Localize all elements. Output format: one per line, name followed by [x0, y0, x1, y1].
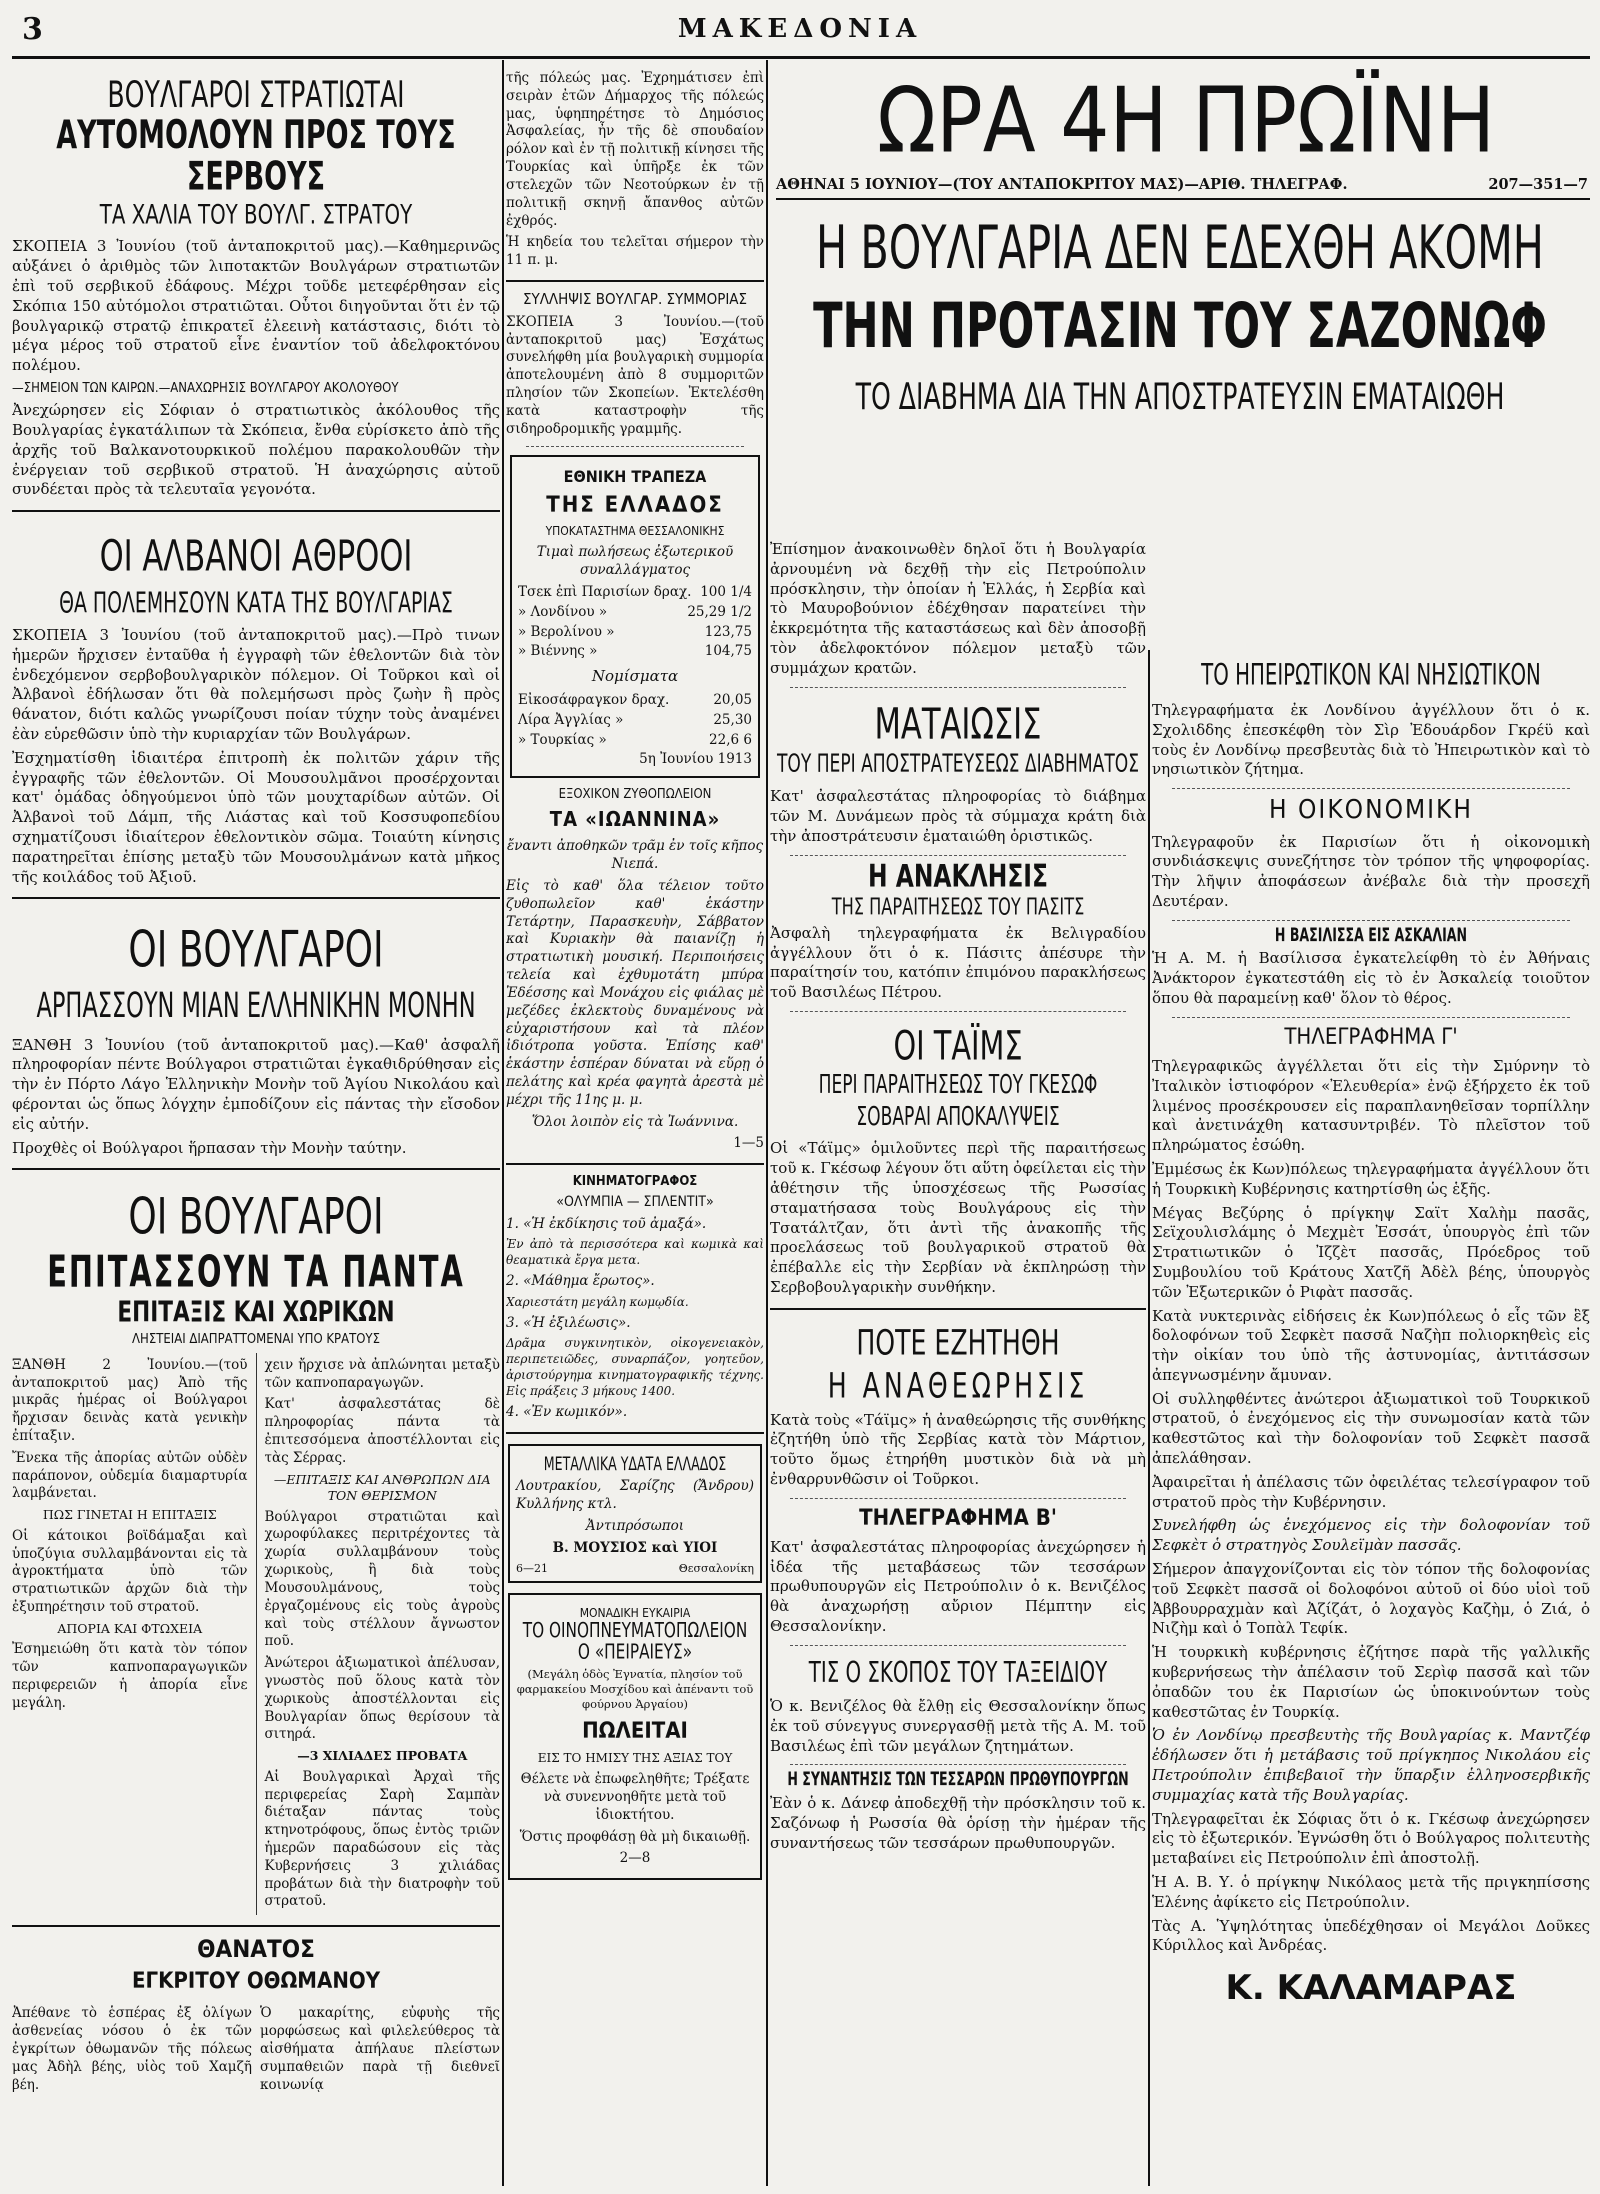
headline: ΕΠΙΤΑΣΣΟΥΝ ΤΑ ΠΑΝΤΑ [47, 1246, 465, 1298]
subheadline: ΤΑ ΧΑΛΙΑ ΤΟΥ ΒΟΥΛΓ. ΣΤΡΑΤΟΥ [99, 200, 413, 231]
article-text: Ὁ κ. Βενιζέλος θὰ ἔλθῃ εἰς Θεσσαλονίκην ὅπως ἐκ τοῦ σύνεγγυς συνεργασθῇ μετὰ τῆς Α. Μ. τοῦ Βασιλέως ἐπὶ τῶν μεγάλων ζητημάτων. [770, 1696, 1146, 1755]
subheadline: ΑΡΠΑΣΣΟΥΝ ΜΙΑΝ ΕΛΛΗΝΙΚΗΝ ΜΟΝΗΝ [36, 985, 476, 1026]
separator [12, 510, 500, 512]
article-subhead: —3 ΧΙΛΙΑΔΕΣ ΠΡΟΒΑΤΑ [297, 1748, 468, 1764]
article-text: Ἐμμέσως ἐκ Κων)πόλεως τηλεγραφήματα ἀγγέλλουν ὅτι ἡ Τουρκικὴ Κυβέρνησις κατηρτίσθη ὡς ἑξῆς. [1152, 1159, 1590, 1198]
article-text: Ἀνεχώρησεν εἰς Σόφιαν ὁ στρατιωτικὸς ἀκόλουθος τῆς Βουλγαρίας ἐγκατάλιπων τὰ Σκόπεια, ἔνθα εὑρίσκετο ἀπὸ τῆς ἀρχῆς τοῦ Βαλκανοτουρκικοῦ πολέμου παρακολουθῶν τὴν ἐνέργειαν τοῦ σερβικοῦ στρατοῦ. Ἡ ἀναχώρησις αὐτοῦ συνδέεται πρὸς τὰ τελευταῖα γεγονότα. [12, 401, 500, 499]
headline: ΘΑΝΑΤΟΣ [197, 1935, 315, 1964]
article-text: ἔναντι ἀποθηκῶν τρᾶμ ἐν τοῖς κῆπος Νιεπά. [506, 838, 764, 873]
headline: ΣΥΛΛΗΨΙΣ ΒΟΥΛΓΑΡ. ΣΥΜΜΟΡΙΑΣ [522, 289, 748, 308]
article-text: Τηλεγραφικῶς ἀγγέλλεται ὅτι εἰς τὴν Σμύρνην τὸ Ἰταλικὸν ἰστιοφόρον «Ἐλευθερία» ἐνῷ ἐξήρχετο ἐκ τοῦ λιμένος προσέκρουσεν εἰς παραπλανηθεῖσαν τορπίλλην καὶ ἀνετινάχθη κατασυντριβέν. Τὸ πλεῖστον τοῦ πληρώματος ἐσώθη. [1152, 1056, 1590, 1155]
article-text: Κατὰ τοὺς «Τάϊμς» ἡ ἀναθεώρησις τῆς συνθήκης ἐζητήθη ὑπὸ τῆς Σερβίας κατὰ τὸν Μάρτιον, τοῦτο ὅμως ἐτηρήθη μυστικὸν διὰ νὰ μὴ ἐνθαρρυνθῶσιν οἱ Τοῦρκοι. [770, 1410, 1146, 1488]
dateline-text: ΑΘΗΝΑΙ 5 ΙΟΥΝΙΟΥ—(ΤΟΥ ΑΝΤΑΠΟΚΡΙΤΟΥ ΜΑΣ)—ΑΡΙΘ. ΤΗΛΕΓΡΑΦ. [776, 176, 1348, 193]
headline: ΤΙΣ Ο ΣΚΟΠΟΣ ΤΟΥ ΤΑΞΕΙΔΙΟΥ [808, 1657, 1108, 1690]
separator [790, 687, 1126, 688]
article-text: Χαριεστάτη μεγάλη κωμῳδία. [506, 1294, 689, 1309]
separator [1172, 1017, 1570, 1018]
article-text: Ἡ Α. Μ. ἡ Βασίλισσα ἐγκατελείφθη τὸ ἐν Ἀθήναις Ἀνάκτορον ἐγκατεστάθη εἰς τὸ ἐν Ἀσκαλείᾳ τοιοῦτον ὅπου θὰ παραμείνῃ καθ' ὅλον τὸ θέρος. [1152, 949, 1590, 1008]
bank-notice [510, 455, 760, 777]
article-text: Ἀπέθανε τὸ ἑσπέρας ἐξ ὀλίγων ἀσθενείας νόσου ὁ ἐκ τῶν ἐγκρίτων ὀθωμανῶν τῆς πόλεως μας Ἀδὴλ βέης, υἱὸς τοῦ Χαμζῆ βέη. [12, 2005, 252, 2093]
article-text: τῆς πόλεώς μας. Ἐχρημάτισεν ἐπὶ σειρὰν ἐτῶν Δήμαρχος τῆς πόλεώς μας, ὑφηπηρέτησε τὸ Δημόσιος Ἀσφαλείας, ἦν τῆς δὲ σπουδαίον ρόλον καὶ ἐν τῇ πολιτικῇ κίνησει τῆς Τουρκίας καὶ ὑπῆρξε ἐκ τῶν στελεχῶν τῶν Νεοτούρκων ἐν τῇ πολιτικῇ σκηνῇ ἄπανθος αὐτῶν ἐχθρός. [506, 70, 764, 229]
article-text: Ἀσφαλὴ τηλεγραφήματα ἐκ Βελιγραδίου ἀγγέλλουν ὅτι ὁ κ. Πάσιτς ἀπέσυρε τὴν παραίτησίν του, κατόπιν ἐπιμόνου παρακλήσεως τοῦ Βασιλέως Πέτρου. [770, 923, 1146, 1002]
headline: Η ΒΑΣΙΛΙΣΣΑ ΕΙΣ ΑΣΚΑΛΙΑΝ [1274, 925, 1468, 947]
column-1 [12, 66, 500, 2186]
ad-number: 6—21 [516, 1561, 548, 1575]
headline: ΕΞΟΧΙΚΟΝ ΖΥΘΟΠΩΛΕΙΟΝ [558, 786, 712, 802]
column-rule [1148, 650, 1150, 2186]
article-text: Ἀνώτεροι ἀξιωματικοὶ ἀπέλυσαν, γνωστὸς ποῦ ὅλους κατὰ τὸν χωρικοὺς ἀποστέλλονται εἰς Βουλγαρίαν ὅπως θερίσουν τὰ σιτηρά. [264, 1655, 500, 1743]
headline: ΜΑΤΑΙΩΣΙΣ [874, 699, 1042, 750]
headline: Η ΑΝΑΚΛΗΣΙΣ [868, 858, 1048, 895]
article-text: Ἀφαιρεῖται ἡ ἀπέλασις τῶν ὀφειλέτας τελεσίγραφον τοῦ στρατοῦ πρὸς τὴν Κυβέρνησιν. [1152, 1472, 1590, 1511]
subheadline: ΣΟΒΑΡΑΙ ΑΠΟΚΑΛΥΨΕΙΣ [856, 1101, 1060, 1132]
article-text: Σήμερον ἀπαγχονίζονται εἰς τὸν τόπον τῆς δολοφονίας τοῦ Σεφκὲτ πασσᾶ οἱ δολοφόνοι αὐτοῦ οἱ δύο υἱοὶ τοῦ Ἀββουρραχμὰν καὶ Ἀζίζάτ, ὁ λοχαγὸς Καζὴμ, ὁ Ζιά, ὁ Νιζὴμ καὶ ὁ Τοπὰλ Τεφίκ. [1152, 1560, 1590, 1638]
headline: ΠΩΛΕΙΤΑΙ [582, 1719, 688, 1745]
separator [12, 1925, 500, 1927]
rate-row: » Βιέννης » 104,75 [518, 643, 752, 660]
headline: ΜΟΝΑΔΙΚΗ ΕΥΚΑΙΡΙΑ [579, 1605, 691, 1620]
article-text: Ὅστις προφθάσῃ θὰ μὴ δικαιωθῇ. [519, 1828, 751, 1845]
shop-ad [508, 1593, 762, 1881]
article-subhead: —ΣΗΜΕΙΟΝ ΤΩΝ ΚΑΙΡΩΝ.—ΑΝΑΧΩΡΗΣΙΣ ΒΟΥΛΓΑΡΟΥ ΑΚΟΛΟΥΘΟΥ [12, 381, 399, 397]
article-text: ΞΑΝΘΗ 2 Ἰουνίου.—(τοῦ ἀνταποκριτοῦ μας) Ἀπὸ τῆς μικρᾶς ἡμέρας οἱ Βούλγαροι ἤρχισαν δεινὰς κατὰ γενικὴν ἐπίταξιν. [12, 1356, 248, 1444]
separator [790, 1764, 1126, 1765]
headline: «ΟΛΥΜΠΙΑ — ΣΠΛΕΝΤΙΤ» [556, 1193, 714, 1210]
article-text: Συνελήφθη ὡς ἐνεχόμενος εἰς τὴν δολοφονίαν τοῦ Σεφκὲτ ὁ στρατηγὸς Σουλεϊμὰν πασσᾶς. [1152, 1516, 1590, 1555]
article-text: Προχθὲς οἱ Βούλγαροι ἥρπασαν τὴν Μονὴν ταύτην. [12, 1138, 407, 1157]
separator [790, 1645, 1126, 1646]
water-ad [508, 1444, 762, 1583]
column-rule [766, 60, 768, 2186]
article-text: χειν ἤρχισε νὰ ἀπλώνηται μεταξὺ τῶν καπνοπαραγωγῶν. [264, 1356, 500, 1391]
separator [12, 1168, 500, 1170]
headline: ΟΙ ΒΟΥΛΓΑΡΟΙ [128, 921, 384, 980]
column-rule [256, 1353, 257, 1915]
subheadline: ΠΕΡΙ ΠΑΡΑΙΤΗΣΕΩΣ ΤΟΥ ΓΚΕΣΩΦ [818, 1069, 1098, 1100]
article-text: 1. «Ἡ ἐκδίκησις τοῦ ἀμαξά». [506, 1215, 707, 1232]
telegraph-number: 207—351—7 [1488, 176, 1588, 193]
dateline [776, 176, 1592, 193]
bank-date: 5η Ἰουνίου 1913 [639, 751, 752, 768]
top-rule [12, 56, 1590, 59]
column-rule [502, 60, 504, 2186]
coin-row: Εἰκοσάφραγκον δραχ. 20,05 [518, 692, 752, 709]
article-text: Ἀντιπρόσωποι [585, 1517, 685, 1534]
correspondent-signature: Κ. ΚΑΛΑΜΑΡΑΣ [1225, 1968, 1517, 2009]
lead-story [770, 206, 1590, 419]
separator [790, 855, 1126, 856]
separator [1172, 920, 1570, 921]
coin-row: Λίρα Ἀγγλίας » 25,30 [518, 712, 752, 729]
headline: ΟΙ ΤΑΪΜΣ [893, 1022, 1023, 1070]
article-text: Ἐὰν ὁ κ. Δάνεφ ἀποδεχθῇ τὴν πρόσκλησιν τοῦ κ. Σαζόνωφ ἡ Ρωσσία θὰ ὁρίσῃ τὴν ἡμέραν τῆς συναντήσεως τῶν τεσσάρων πρωθυπουργῶν. [770, 1794, 1146, 1852]
article-text: Ἐσημειώθη ὅτι κατὰ τὸν τόπον τῶν καπνοπαραγωγικῶν περιφερειῶν ἡ ἀπορία εἶνε μεγάλη. [12, 1641, 248, 1711]
separator [790, 1498, 1126, 1499]
article-text: ΣΚΟΠΕΙΑ 3 Ἰουνίου.—(τοῦ ἀνταποκριτοῦ μας) Ἐσχάτως συνελήφθη μία βουλγαρικὴ συμμορία ἀποτελουμένη ἀπὸ 8 συμμοριτῶν πλησίον τῶν Σκοπείων. Ἐκτελέσθη κατὰ καταστροφὴν τῆς σιδηροδρομικῆς γραμμῆς. [506, 313, 764, 437]
headline: ΚΙΝΗΜΑΤΟΓΡΑΦΟΣ [572, 1174, 698, 1190]
article-text: Οἱ «Τάϊμς» ὁμιλοῦντες περὶ τῆς παραιτήσεως τοῦ κ. Γκέσωφ λέγουν ὅτι αὕτη ὀφείλεται εἰς τὴν ἀθέτησιν τῆς ὑποσχέσεως τῆς Ρωσσίας σταματήσασα τοὺς Βουλγάρους εἰς τὴν Τσατάλτζαν, ὅτι ἀντὶ τῆς ἀνακοπῆς τῆς προελάσεως τοῦ βουλγαρικοῦ στρατοῦ θὰ ἐπέβαλλε εἰς τὴν Σερβίαν νὰ ἐκπληρώσῃ τὴν Σερβοβουλγαρικὴν συνθήκην. [770, 1139, 1146, 1297]
column-2 [506, 66, 764, 2186]
newspaper-name: ΜΑΚΕΔΟΝΙΑ [677, 14, 923, 44]
separator [12, 897, 500, 899]
article-text: Κατ' ἀσφαλεστάτας πληροφορίας τὸ διάβημα τῶν Μ. Δυνάμεων πρὸς τὰ σύμμαχα κράτη διὰ τὴν ἀποστράτευσιν ἐματαιώθη ὁριστικῶς. [770, 787, 1146, 845]
headline: ΤΗΛΕΓΡΑΦΗΜΑ Β' [859, 1505, 1057, 1531]
article-text: Οἱ συλληφθέντες ἀνώτεροι ἀξιωματικοὶ τοῦ Τουρκικοῦ στρατοῦ, ὁ ἐνεχόμενος εἰς τὴν συνωμοσίαν κατὰ τῶν καθεστῶτος καὶ τὴν δολοφονίαν τοῦ Σεφκὲτ πασσᾶ ἀπελάθησαν. [1152, 1389, 1590, 1468]
article-text: Ἐπίσημον ἀνακοινωθὲν δηλοῖ ὅτι ἡ Βουλγαρία ἀρνουμένη νὰ δεχθῇ τὴν εἰς Πετρούπολιν πρόσκλησιν, τὴν ὁποίαν ἡ Ἑλλάς, ἡ Σερβία καὶ τὸ Μαυροβούνιον ἐδέχθησαν παρατείνει τὴν ἐκκρεμότητα τῆς καταστάσεως καὶ δὲν ἀποσοβῇ τὸν ἀδελφοκτόνον πόλεμον μεταξὺ τῶν συμμάχων κρατῶν. [770, 540, 1146, 677]
article-text: Εἰς τὸ καθ' ὅλα τέλειον τοῦτο ζυθοπωλεῖον καθ' ἑκάστην Τετάρτην, Παρασκευὴν, Σάββατον καὶ Κυριακὴν θὰ παιανίζῃ ἡ στρατιωτικὴ μουσική. Περιποιήσεις τελεία καὶ ἐχθυμοτάτη μπύρα Ἐδέσσης καὶ Μονάχου εἰς φιάλας μὲ μεζέδες ἐκλεκτοὺς δυναμένους νὰ εὐχαριστήσουν καὶ τὰ πλέον ἰδιότροπα γοῦστα. Ἐπίσης καθ' ἑκάστην ἑσπέραν δύναται νὰ εὕρῃ ὁ πελάτης καὶ κρέα φαγητὰ ἀρεστὰ μὲ μέχρι τῆς 11ης μ. μ. [506, 878, 764, 1108]
article-text: Ἐν ἀπὸ τὰ περισσότερα καὶ κωμικὰ καὶ θεαματικὰ ἔργα μετα. [506, 1237, 764, 1268]
article-text: (Μεγάλη ὁδὸς Ἐγνατία, πλησίον τοῦ φαρμακείου Μοσχίδου καὶ ἀπέναντι τοῦ φούρνου Ἀργαίου) [516, 1666, 754, 1712]
article-text: Αἱ Βουλγαρικαὶ Ἀρχαὶ τῆς περιφερείας Σαρὴ Σαμπὰν διέταξαν πάντας τοὺς κτηνοτρόφους, ὅπως ἐντὸς τριῶν ἡμερῶν παραδώσουν εἰς τὰς Κυβερνήσεις 3 χιλιάδας προβάτων διὰ τὴν διατροφὴν τοῦ στρατοῦ. [264, 1768, 500, 1910]
article-text: Οἱ κάτοικοι βοϊδάμαξαι καὶ ὑποζύγια συλλαμβάνονται εἰς τὰ ἀγροκτήματα ὑπὸ τῶν στρατιωτικῶν ἀρχῶν διὰ τὴν ἐξυπηρέτησιν τοῦ στρατοῦ. [12, 1527, 248, 1615]
article-text: Κατὰ νυκτερινὰς εἰδήσεις ἐκ Κων)πόλεως ὁ εἷς τῶν ἓξ δολοφόνων τοῦ Σεφκὲτ πασσᾶ Ναζὴπ πολιορκηθεὶς εἰς τὴν οἰκίαν του ὑπὸ τῆς ἀστυνομίας, ἀντιτάσσων ἀπεγνωσμένην ἄμυναν. [1152, 1306, 1590, 1384]
article-text: Κατ' ἀσφαλεστάτας δὲ πληροφορίας πάντα τὰ ἐπιτεσσόμενα ἀποστέλλονται εἰς τὰς Σέρρας. [264, 1396, 500, 1466]
article-text: Βούλγαροι στρατιῶται καὶ χωροφύλακες περιτρέχοντες τὰ χωρία συλλαμβάνουν τοὺς χωρικοὺς, ἢ διὰ τοὺς Μουσουλμάνους, τοὺς ἐργαζομένους εἰς τοὺς ἀγροὺς καὶ τοὺς στέλλουν ἄγνωστον ποῦ. [264, 1508, 500, 1650]
headline: ΟΙ ΑΛΒΑΝΟΙ ΑΘΡΟΟΙ [99, 531, 413, 582]
headline: ΤΟ ΟΙΝΟΠΝΕΥΜΑΤΟΠΩΛΕΙΟΝ Ο «ΠΕΙΡΑΙΕΥΣ» [522, 1619, 748, 1665]
subheadline: ΥΠΟΚΑΤΑΣΤΗΜΑ ΘΕΣΣΑΛΟΝΙΚΗΣ [545, 524, 725, 539]
subheadline: ΕΓΚΡΙΤΟΥ ΟΘΩΜΑΝΟΥ [131, 1969, 381, 1995]
separator [790, 1011, 1126, 1012]
article-text: Ὁ ἐν Λονδίνῳ πρεσβευτὴς τῆς Βουλγαρίας κ. Μαντζέφ ἐδήλωσεν ὅτι ἡ μετάβασις τοῦ πρίγκηπος Νικολάου εἰς Πετρούπολιν ἐπιβεβαιοῖ τὴν ὕπαρξιν ἑλληνοσερβικῆς συμμαχίας κατὰ τῆς Βουλγαρίας. [1152, 1726, 1590, 1804]
article-text: Β. ΜΟΥΣΙΟΣ καὶ ΥΙΟΙ [552, 1539, 718, 1556]
headline: ΠΟΤΕ ΕΖΗΤΗΘΗ [856, 1321, 1060, 1363]
headline: ΤΗΣ ΕΛΛΑΔΟΣ [546, 493, 724, 519]
article-text: Τηλεγραφοῦν ἐκ Παρισίων ὅτι ἡ οἰκονομικὴ συνδιάσκεψις συνεζήτησε τὸν τρόπον τῆς ψηφοφορίας. Τὴν λῆψιν ἀποφάσεων ἀνέβαλε διὰ τὴν προσεχῆ Δευτέραν. [1152, 832, 1590, 910]
subheadline: ΘΑ ΠΟΛΕΜΗΣΟΥΝ ΚΑΤΑ ΤΗΣ ΒΟΥΛΓΑΡΙΑΣ [59, 586, 453, 620]
headline: ΟΙ ΒΟΥΛΓΑΡΟΙ [128, 1188, 384, 1247]
headline: ΜΕΤΑΛΛΙΚΑ ΥΔΑΤΑ ΕΛΛΑΔΟΣ [543, 1454, 727, 1475]
subheadline: ΕΠΙΤΑΞΙΣ ΚΑΙ ΧΩΡΙΚΩΝ [117, 1295, 395, 1329]
subheadline: ΛΗΣΤΕΙΑΙ ΔΙΑΠΡΑΤΤΟΜΕΝΑΙ ΥΠΟ ΚΡΑΤΟΥΣ [132, 1332, 380, 1348]
article-text: Ἡ τουρκικὴ κυβέρνησις ἐζήτησε παρὰ τῆς γαλλικῆς κυβερνήσεως τὴν ἀπέλασιν τοῦ Σερὶφ πασσᾶ καὶ τῶν ὀπαδῶν του ἐκ Παρισίων ὡς ὑποκινούντων τοὺς καθεστῶτας ἐν Τουρκίᾳ. [1152, 1643, 1590, 1721]
separator [506, 1163, 764, 1165]
rate-row: » Λονδίνου » 25,29 1/2 [518, 604, 752, 621]
exchange-rates [518, 583, 752, 769]
article-text: Ἡ Α. Β. Υ. ὁ πρίγκηψ Νικόλαος μετὰ τῆς πριγκηπίσσης Ἑλένης ἀφίκετο εἰς Πετρούπολιν. [1152, 1873, 1590, 1911]
article-text: Ἡ κηδεία του τελεῖται σήμερον τὴν 11 π. μ. [506, 234, 764, 269]
article-subhead: ΑΠΟΡΙΑ ΚΑΙ ΦΤΩΧΕΙΑ [57, 1620, 203, 1636]
article-text: 3. «Ἡ ἐξιλέωσις». [506, 1314, 631, 1331]
bank-note: Τιμαὶ πωλήσεως ἐξωτερικοῦ συναλλάγματος [536, 543, 734, 578]
ad-city: Θεσσαλονίκη [678, 1561, 754, 1575]
headline: Η ΑΝΑΘΕΩΡΗΣΙΣ [827, 1365, 1089, 1407]
article-text: Ὅλοι λοιπὸν εἰς τὰ Ἰωάννινα. [531, 1113, 739, 1130]
headline: Η ΟΙΚΟΝΟΜΙΚΗ [1269, 795, 1473, 826]
two-column-article [12, 1353, 500, 1915]
separator [1172, 788, 1570, 789]
article-text: Τηλεγραφήματα ἐκ Λονδίνου ἀγγέλλουν ὅτι ὁ κ. Σχολιδδης ἐπεσκέφθη τὸν Σὶρ Ἐδουάρδον Γκρέϋ καὶ τοὺς ἐν Λονδίνῳ πρεσβευτὰς διὰ τὸ Ἠπειρωτικὸν καὶ τὸ νησιωτικὸν ζήτημα. [1152, 701, 1590, 779]
article-text: ΣΚΟΠΕΙΑ 3 Ἰουνίου (τοῦ ἀνταποκριτοῦ μας).—Πρὸ τινων ἡμερῶν ἤρχισεν ἐνταῦθα ἡ ἐγγραφὴ τῶν ἐθελοντῶν διὰ τὸν ἐνδεχόμενον σερβοβουλγαρικὸν πόλεμον. Οἱ Τοῦρκοι καὶ οἱ Ἀλβανοὶ ἐδήλωσαν ὅτι θὰ πολεμήσωσι πρὸς ζωὴν ἢ πρὸς θάνατον, διότι καλῶς γνωρίζουσι ποίαν τύχην τοὺς ἀναμένει ἐὰν εὑρεθῶσιν ὑπὸ τὴν κυριαρχίαν τῶν Βουλγάρων. [12, 625, 500, 743]
article-text: ΕΙΣ ΤΟ ΗΜΙΣΥ ΤΗΣ ΑΞΙΑΣ ΤΟΥ [537, 1751, 733, 1766]
article-text: Κατ' ἀσφαλεστάτας πληροφορίας ἀνεχώρησεν ἡ ἰδέα τῆς μεταβάσεως τῶν τεσσάρων πρωθυπουργῶν εἰς Πετρούπολιν ὁ κ. Βενιζέλος θὰ ἀναχωρήσῃ αὔριον Πέμπτην εἰς Θεσσαλονίκην. [770, 1537, 1146, 1636]
ad-number: 2—8 [619, 1850, 651, 1867]
lead-headline: ΤΗΝ ΠΡΟΤΑΣΙΝ ΤΟΥ ΣΑΖΟΝΩΦ [813, 289, 1547, 363]
article-text: Δρᾶμα συγκινητικὸν, οἰκογενειακὸν, περιπετειῶδες, συναρπάζον, γοητεῦον, ἀριστούργημα κινηματογραφικῆς τέχνης. Εἰς πράξεις 3 μήκους 1400. [506, 1336, 764, 1398]
coin-row: » Τουρκίας » 22,6 6 [518, 731, 752, 748]
masthead [0, 6, 1600, 56]
rate-row: Τσεκ ἐπὶ Παρισίων δραχ. 100 1/4 [518, 584, 752, 601]
headline: ΤΗΛΕΓΡΑΦΗΜΑ Γ' [1284, 1024, 1458, 1050]
article-text: ΞΑΝΘΗ 3 Ἰουνίου (τοῦ ἀνταποκριτοῦ μας).—Καθ' ἀσφαλῆ πληροφορίαν πέντε Βούλγαροι στρατιῶται ἐγκαθιδρύθησαν εἰς τὴν ἐν Πόρτο Λάγο Ἑλληνικὴν Μονὴν τοῦ Ἁγίου Νικολάου καὶ φέρονται ὡς ὅπως λόγχην ἐμποδίζουν εἰς πάντας τὴν εἴσοδον εἰς αὐτήν. [12, 1035, 500, 1133]
separator [770, 1308, 1146, 1310]
subheadline: ΤΗΣ ΠΑΡΑΙΤΗΣΕΩΣ ΤΟΥ ΠΑΣΙΤΣ [831, 893, 1085, 921]
ad-number: 1—5 [733, 1135, 764, 1152]
article-text: Ἔνεκα τῆς ἀπορίας αὐτῶν οὐδὲν παράπονον, οὐδεμία διαμαρτυρία λαμβάνεται. [12, 1449, 248, 1502]
headline: ΑΥΤΟΜΟΛΟΥΝ ΠΡΟΣ ΤΟΥΣ ΣΕΡΒΟΥΣ [56, 113, 456, 200]
article-text: Μέγας Βεζύρης ὁ πρίγκηψ Σαϊτ Χαλὴμ πασᾶς, Σεϊχουλισλάμης ὁ Μεχμὲτ Ἐσσάτ, ὑπουργὸς ἐπὶ τῶν Στρατιωτικῶν ὁ Ἰζζὲτ πασσᾶς, Πρόεδρος τοῦ Συμβουλίου τοῦ Κράτους Χατζῆ Ἀδὲλ βέης, ὑπουργὸς τῶν Ἐξωτερικῶν ὁ Ριφὰτ πασσᾶς. [1152, 1203, 1590, 1301]
separator [506, 280, 764, 282]
lead-subheadline: ΤΟ ΔΙΑΒΗΜΑ ΔΙΑ ΤΗΝ ΑΠΟΣΤΡΑΤΕΥΣΙΝ ΕΜΑΤΑΙΩΘΗ [855, 375, 1505, 418]
coins-heading: Νομίσματα [591, 666, 679, 685]
separator [506, 1432, 764, 1434]
article-text: Τὰς Α. Ὑψηλότητας ὑπεδέχθησαν οἱ Μεγάλοι Δοῦκες Κύριλλος καὶ Ἀνδρέας. [1152, 1916, 1590, 1955]
article-text: Ὁ μακαρίτης, εὐφυὴς τῆς μορφώσεως καὶ φιλελεύθερος τὰ αἰσθήματα ἀπήλαυε πλείστων συμπαθειῶν παρὰ τῇ διεθνεῖ κοινωνίᾳ [260, 2005, 500, 2093]
column-3 [770, 536, 1146, 2186]
headline: Η ΣΥΝΑΝΤΗΣΙΣ ΤΩΝ ΤΕΣΣΑΡΩΝ ΠΡΩΘΥΠΟΥΡΓΩΝ [787, 1769, 1129, 1791]
headline: ΤΑ «ΙΩΑΝΝΙΝΑ» [549, 807, 721, 832]
article-text: 2. «Μάθημα ἔρωτος». [506, 1272, 655, 1289]
headline: ΕΘΝΙΚΗ ΤΡΑΠΕΖΑ [563, 467, 707, 487]
article-text: Θέλετε νὰ ἐπωφεληθῆτε; Τρέξατε νὰ συνεννοηθῆτε μετὰ τοῦ ἰδιοκτήτου. [520, 1771, 750, 1823]
banner-rule [776, 198, 1590, 200]
separator [526, 446, 744, 447]
headline-kicker: ΒΟΥΛΓΑΡΟΙ ΣΤΡΑΤΙΩΤΑΙ [107, 72, 405, 116]
rate-row: » Βερολίνου » 123,75 [518, 623, 752, 640]
article-text: ΣΚΟΠΕΙΑ 3 Ἰουνίου (τοῦ ἀνταποκριτοῦ μας).—Καθημερινῶς αὐξάνει ὁ ἀριθμὸς τῶν λιποτακτῶν Βουλγάρων στρατιωτῶν ἐπὶ τοῦ σερβικοῦ ἐδάφους. Μέχρι τοῦδε μετεφέρθησαν εἰς Σκόπια 150 αὐτόμολοι στρατιῶται. Οὗτοι διηγοῦνται ὅτι ἐν τῷ βουλγαρικῷ στρατῷ ἐπικρατεῖ ἐλεεινὴ κατάστασις, διότι τὸ μέγα μέρος τοῦ στρατοῦ εἶνε ἐναντίον τοῦ ἀδελφοκτόνου πολέμου. [12, 237, 500, 375]
banner-title: ΩΡΑ 4Η ΠΡΩΪΝΗ [876, 68, 1496, 174]
page-number: 3 [22, 12, 43, 47]
lead-headline: Η ΒΟΥΛΓΑΡΙΑ ΔΕΝ ΕΔΕΧΘΗ ΑΚΟΜΗ [816, 211, 1544, 283]
article-subhead: ΠΩΣ ΓΙΝΕΤΑΙ Η ΕΠΙΤΑΞΙΣ [42, 1507, 217, 1523]
subheadline: ΤΟΥ ΠΕΡΙ ΑΠΟΣΤΡΑΤΕΥΣΕΩΣ ΔΙΑΒΗΜΑΤΟΣ [776, 749, 1140, 779]
article-text: Λουτρακίου, Σαρίζης (Ἄνδρου) Κυλλήνης κτλ. [516, 1478, 754, 1513]
article-text: Τηλεγραφεῖται ἐκ Σόφιας ὅτι ὁ κ. Γκέσωφ ἀνεχώρησεν εἰς τὸ ἐξωτερικόν. Ἐγνώσθη ὅτι ὁ Βούλγαρος πολιτευτὴς μεταβαίνει εἰς Πετρούπολιν ἐπὶ ἀποστολῇ. [1152, 1809, 1590, 1868]
article-text: Ἐσχηματίσθη ἰδιαιτέρα ἐπιτροπὴ ἐκ πολιτῶν χάριν τῆς ἐγγραφῆς τῶν ἐθελοντῶν. Οἱ Μουσουλμᾶνοι προσέρχονται κατ' ὁμάδας ὁδηγούμενοι ὑπὸ τῶν μουχταρίδων αὐτῶν. Οἱ Ἀλβανοὶ τοῦ Δάμπ, τῆς Λιάστας καὶ τοῦ Κοσσυφοπεδίου σχηματίζουσι ἰδιαίτερον ἐθελοντικὸν σῶμα. Τοιαύτη κίνησις παρατηρεῖται ἐπίσης μεταξὺ τῶν Μουσουλμάνων κατὰ μῆκος τῆς κοιλάδος τοῦ Ἀξιοῦ. [12, 748, 500, 886]
article-subhead: —ΕΠΙΤΑΞΙΣ ΚΑΙ ΑΝΘΡΩΠΩΝ ΔΙΑ ΤΟΝ ΘΕΡΙΣΜΟΝ [273, 1471, 491, 1504]
column-4 [1152, 650, 1590, 2186]
article-text: 4. «Ἐν κωμικόν». [506, 1403, 628, 1420]
headline: ΤΟ ΗΠΕΙΡΩΤΙΚΟΝ ΚΑΙ ΝΗΣΙΩΤΙΚΟΝ [1201, 658, 1541, 693]
